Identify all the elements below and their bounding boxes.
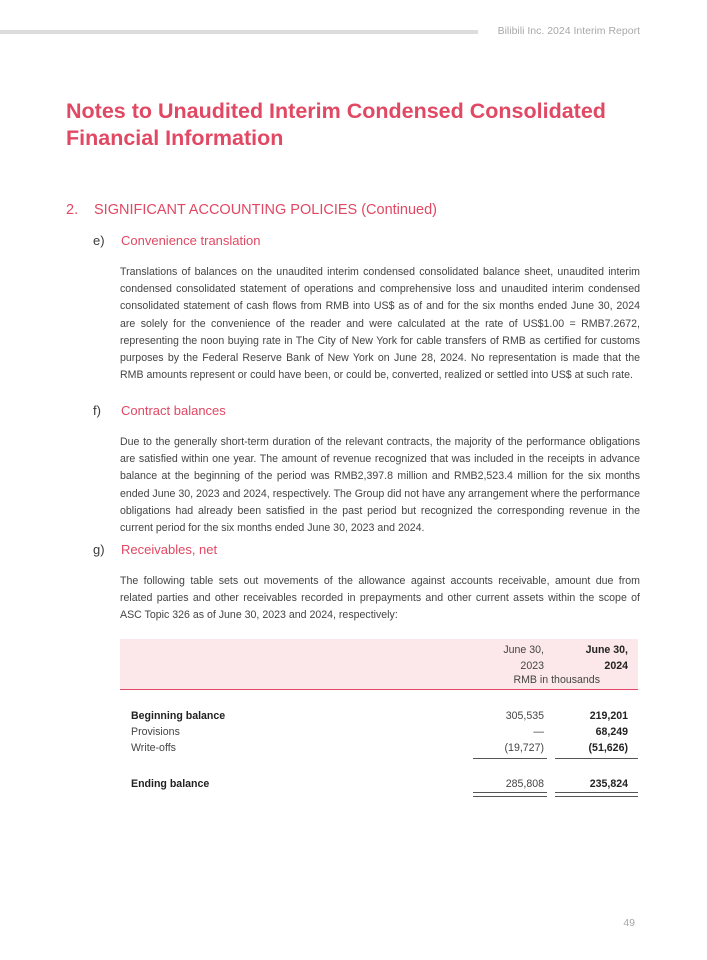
value-2023: — xyxy=(533,726,544,738)
subtotal-rule-2023 xyxy=(473,758,547,759)
value-2023: 285,808 xyxy=(505,778,544,790)
section-number: 2. xyxy=(66,202,79,218)
column-header-2023-line2: 2023 xyxy=(520,660,544,672)
value-2024: 235,824 xyxy=(589,778,628,790)
total-rule-2023 xyxy=(473,792,547,797)
row-label: Provisions xyxy=(131,726,180,738)
section-title: SIGNIFICANT ACCOUNTING POLICIES (Continued) xyxy=(94,202,437,218)
column-header-2024 xyxy=(586,642,628,674)
row-label: Beginning balance xyxy=(131,710,226,722)
page-number: 49 xyxy=(623,917,635,929)
column-header-2024-line1: June 30, xyxy=(585,644,628,656)
subsection-title: Convenience translation xyxy=(121,233,261,248)
paragraph-receivables: The following table sets out movements of the allowance against accounts receivable, amount due from related parties and other receivables recorded in prepayments and other current assets within the scope of ASC Topic 326 as of June 30, 2023 and 2024, respectively: xyxy=(120,575,640,622)
unit-label: RMB in thousands xyxy=(513,674,600,686)
subsection-letter: f) xyxy=(93,403,101,418)
subsection-letter: e) xyxy=(93,233,105,248)
report-header: Bilibili Inc. 2024 Interim Report xyxy=(497,25,640,37)
table-row-total xyxy=(120,776,638,792)
table-row xyxy=(120,708,638,724)
subsection-heading-e xyxy=(93,233,260,248)
subsection-heading-g xyxy=(93,542,217,557)
table-header xyxy=(120,639,638,690)
table-row xyxy=(120,740,638,756)
paragraph-contract-balances: Due to the generally short-term duration of the relevant contracts, the majority of the performance obligations are satisfied within one year. The amount of revenue recognized that was included in the receipts in advance balance at the beginning of the period was RMB2,397.8 million and RMB2,523.4 million for the six months ended June 30, 2023 and 2024, respectively. The Group did not have any arrangement where the performance obligations had already been satisfied in the past period but recognized the corresponding revenue in the current period for the six months ended June 30, 2023 and 2024. xyxy=(120,436,640,535)
subsection-title: Contract balances xyxy=(121,403,226,418)
subsection-letter: g) xyxy=(93,542,105,557)
value-2023: (19,727) xyxy=(504,742,544,754)
column-header-2024-line2: 2024 xyxy=(604,660,628,672)
page-title: Notes to Unaudited Interim Condensed Consolidated Financial Information xyxy=(66,99,606,150)
table-row xyxy=(120,724,638,740)
section-heading xyxy=(66,202,437,218)
subsection-title: Receivables, net xyxy=(121,542,218,557)
value-2024: 219,201 xyxy=(589,710,628,722)
column-header-2023-line1: June 30, xyxy=(503,644,544,656)
allowance-table xyxy=(120,639,638,790)
row-label: Write-offs xyxy=(131,742,176,754)
paragraph-convenience-translation: Translations of balances on the unaudited interim condensed consolidated balance sheet, unaudited interim condensed consolidated statement of operations and comprehensive loss and unaudited interim condensed consolidated statement of cash flows from RMB into US$ as of and for the six months ended June 30, 2024 are solely for the convenience of the reader and were calculated at the rate of US$1.00 = RMB7.2672, representing the noon buying rate in The City of New York for cable transfers of RMB as certified for customs purposes by the Federal Reserve Bank of New York on June 28, 2024. No representation is made that the RMB amounts represent or could have been, or could be, converted, realized or settled into US$ at such rate. xyxy=(120,266,640,382)
header-rule xyxy=(0,30,478,34)
total-rule-2024 xyxy=(555,792,638,797)
row-label: Ending balance xyxy=(131,778,210,790)
subsection-heading-f xyxy=(93,403,226,418)
value-2024: (51,626) xyxy=(588,742,628,754)
value-2024: 68,249 xyxy=(595,726,628,738)
subtotal-rule-2024 xyxy=(555,758,638,759)
value-2023: 305,535 xyxy=(505,710,544,722)
column-header-2023 xyxy=(503,642,544,674)
